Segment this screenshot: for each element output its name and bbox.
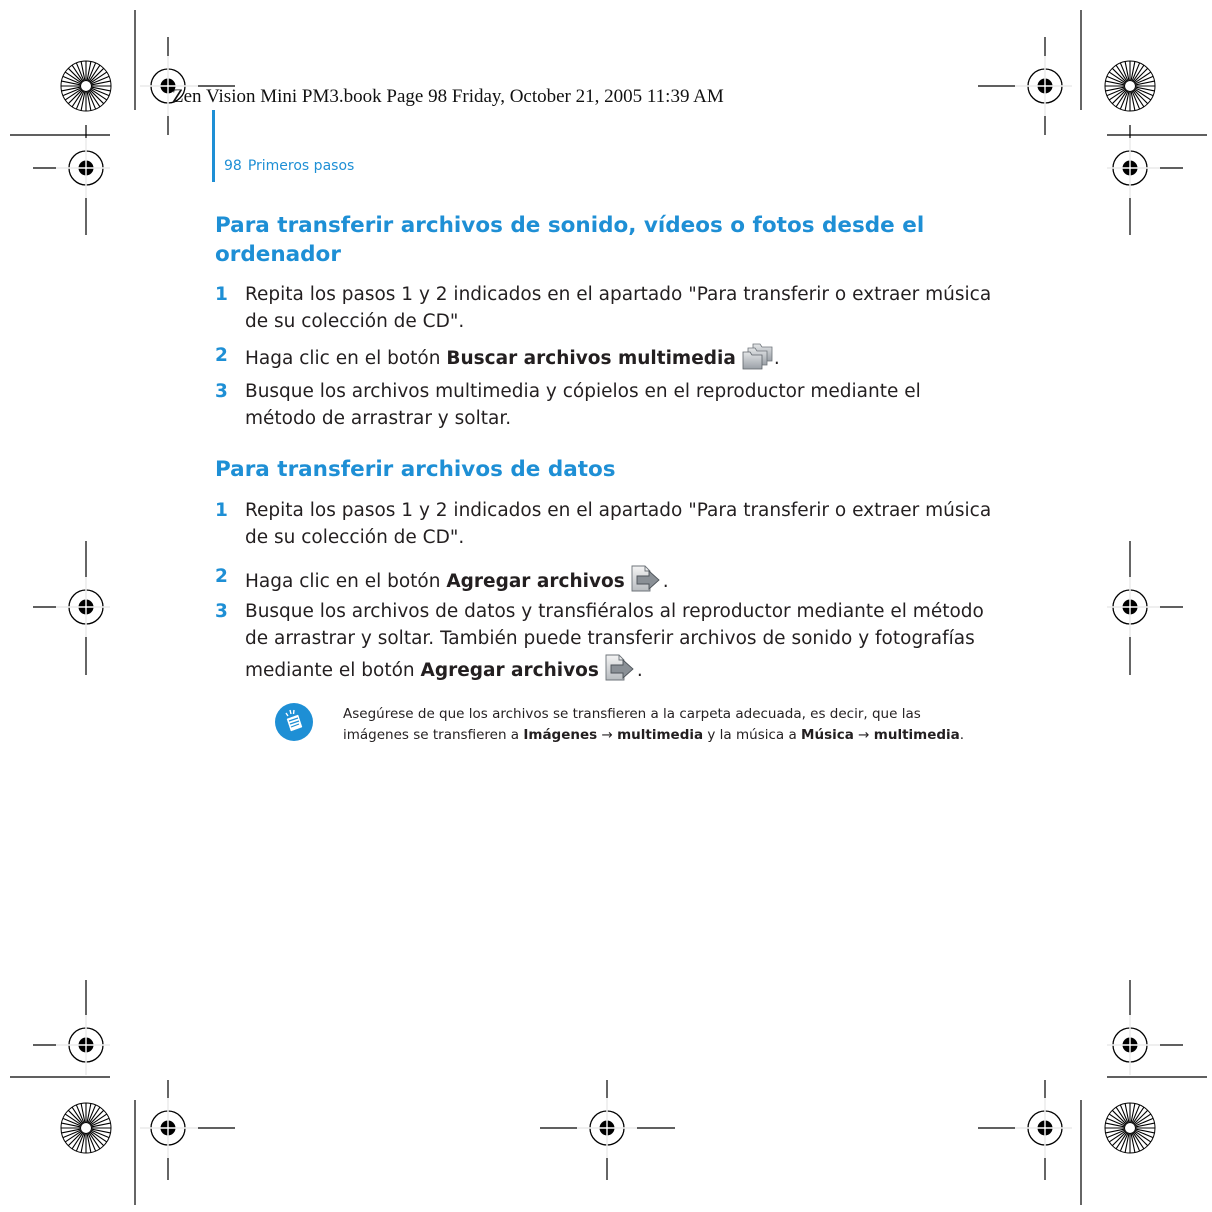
step-number: 2 xyxy=(215,345,228,366)
page-number: 98 xyxy=(224,158,242,174)
data-step-3 xyxy=(215,598,995,690)
add-file-icon xyxy=(603,652,637,690)
step-text: Repita los pasos 1 y 2 indicados en el apartado "Para transferir o extraer música de su colección de CD". xyxy=(245,284,992,332)
media-step-2 xyxy=(215,342,995,378)
add-file-icon xyxy=(629,563,663,601)
media-step-3 xyxy=(215,378,995,432)
step-number: 3 xyxy=(215,381,228,402)
step-text: Busque los archivos multimedia y cópielos en el reproductor mediante el método de arrastrar y soltar. xyxy=(245,381,921,429)
data-step-1 xyxy=(215,497,995,551)
note-text: Asegúrese de que los archivos se transfieren a la carpeta adecuada, es decir, que las imágenes se transfieren a Imágenes → multimedia y la música a Música → multimedia. xyxy=(343,706,965,743)
step-text: Haga clic en el botón Agregar archivos . xyxy=(245,563,995,601)
button-name-agregar-archivos: Agregar archivos xyxy=(420,660,599,681)
data-step-2 xyxy=(215,563,995,601)
step-text: Haga clic en el botón Buscar archivos multimedia . xyxy=(245,342,995,378)
step-text: Repita los pasos 1 y 2 indicados en el apartado "Para transferir o extraer música de su colección de CD". xyxy=(245,500,992,548)
button-name-buscar-archivos: Buscar archivos multimedia xyxy=(446,348,736,369)
step-number: 3 xyxy=(215,601,228,622)
button-name-agregar-archivos: Agregar archivos xyxy=(446,571,625,592)
step-number: 1 xyxy=(215,284,228,305)
step-number: 1 xyxy=(215,500,228,521)
print-slug: Zen Vision Mini PM3.book Page 98 Friday, October 21, 2005 11:39 AM xyxy=(172,86,724,107)
folders-icon xyxy=(740,342,774,378)
running-head xyxy=(224,158,354,174)
heading-transfer-data: Para transferir archivos de datos xyxy=(215,457,616,482)
section-name: Primeros pasos xyxy=(247,158,355,174)
step-number: 2 xyxy=(215,566,228,587)
heading-transfer-media: Para transferir archivos de sonido, vídeos o fotos desde el ordenador xyxy=(215,213,925,267)
note-icon xyxy=(274,702,314,746)
step-text: Busque los archivos de datos y transfiéralos al reproductor mediante el método de arrastrar y soltar. También puede transferir archivos de sonido y fotografías mediante el botón Agregar archivos . xyxy=(245,598,995,690)
running-head-bar xyxy=(212,110,215,182)
media-step-1 xyxy=(215,281,995,335)
